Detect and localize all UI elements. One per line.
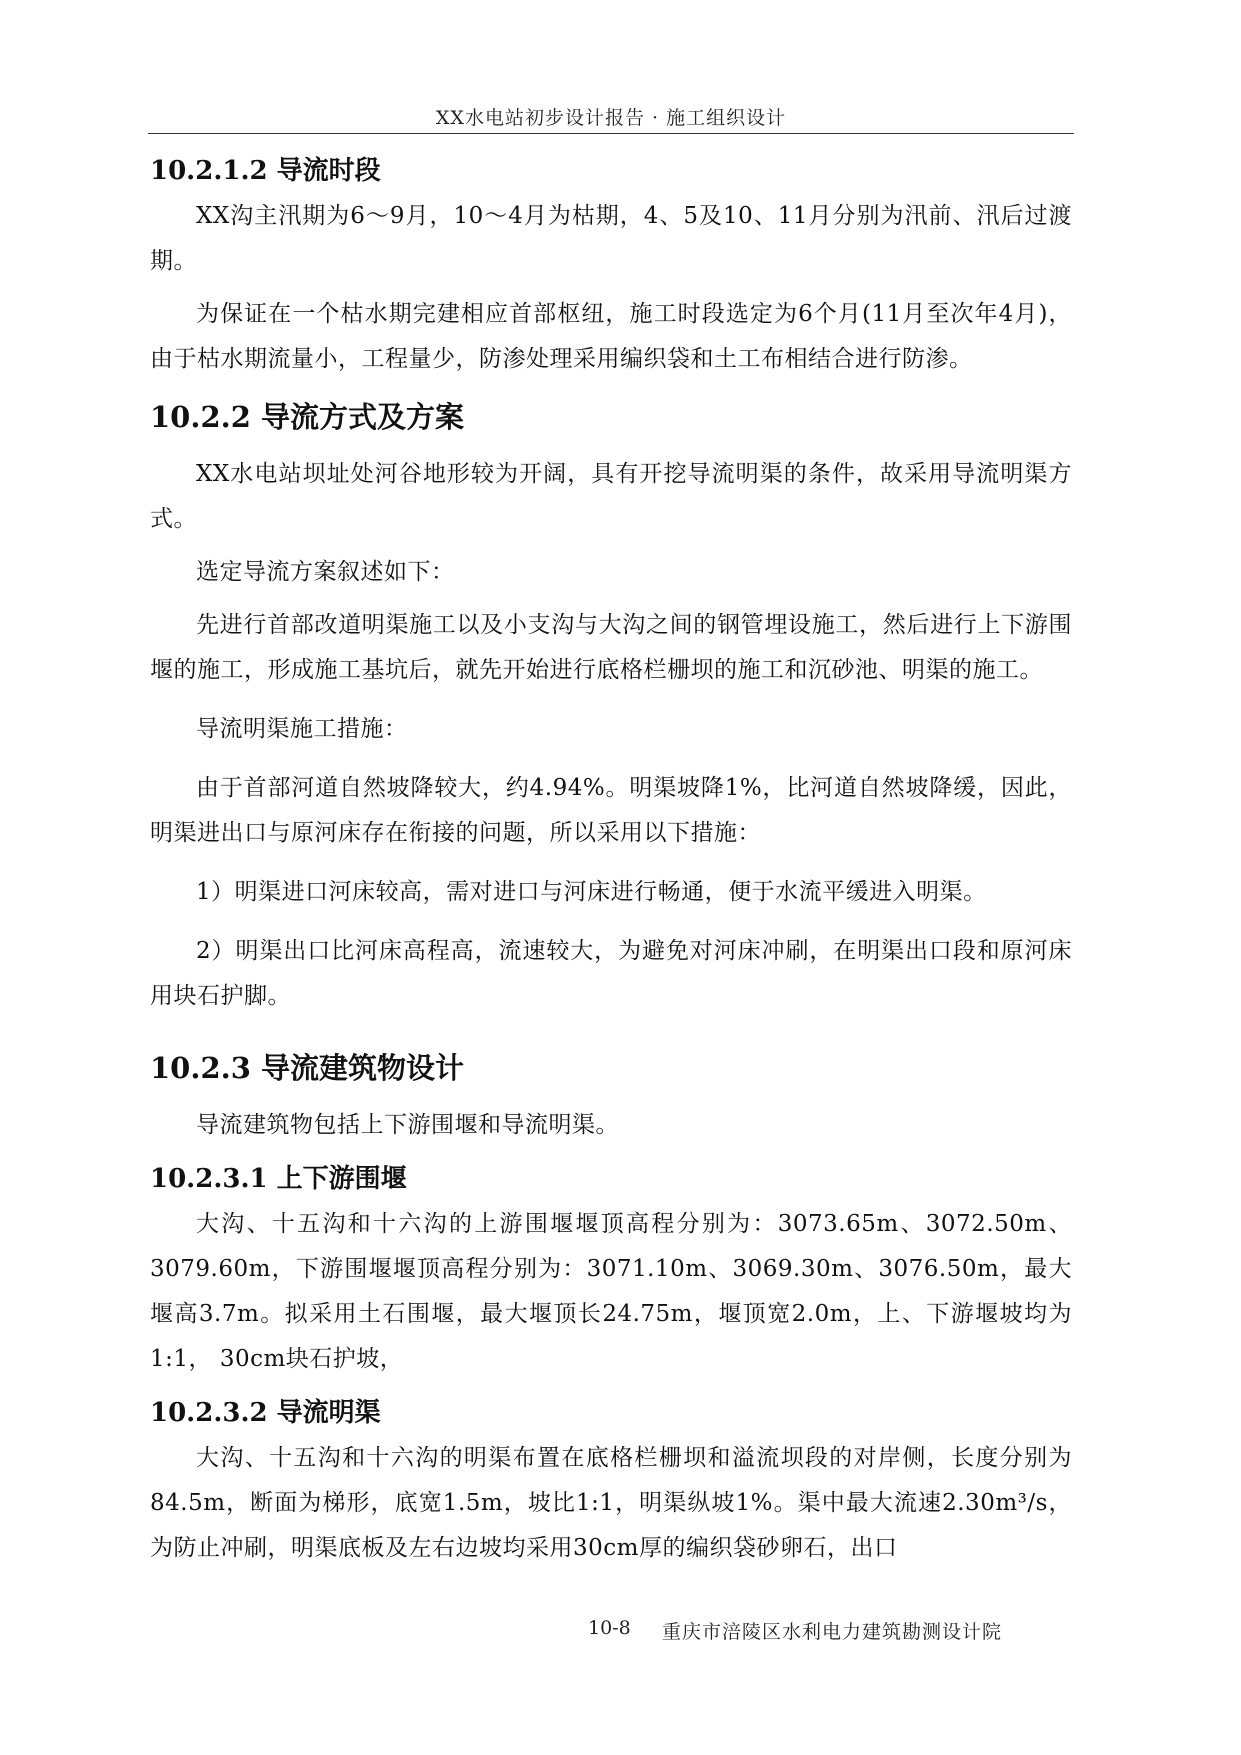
list-item: 1）明渠进口河床较高，需对进口与河床进行畅通，便于水流平缓进入明渠。 [196, 879, 987, 905]
paragraph: XX沟主汛期为6～9月，10～4月为枯期，4、5及10、11月分别为汛前、汛后过渡期。 [150, 203, 1072, 274]
paragraph: 大沟、十五沟和十六沟的明渠布置在底格栏栅坝和溢流坝段的对岸侧，长度分别为84.5m，断面为梯形，底宽1.5m，坡比1:1，明渠纵坡1%。渠中最大流速2.30m³/s，为防止冲刷，明渠底板及左右边坡均采用30cm厚的编织袋砂卵石，出口 [150, 1445, 1072, 1561]
list-item: 2）明渠出口比河床高程高，流速较大，为避免对河床冲刷，在明渠出口段和原河床用块石护脚。 [150, 938, 1072, 1009]
paragraph: 由于首部河道自然坡降较大，约4.94%。明渠坡降1%，比河道自然坡降缓，因此，明渠进出口与原河床存在衔接的问题，所以采用以下措施： [150, 775, 1072, 846]
footer-organization: 重庆市涪陵区水利电力建筑勘测设计院 [662, 1621, 1003, 1643]
paragraph: XX水电站坝址处河谷地形较为开阔，具有开挖导流明渠的条件，故采用导流明渠方式。 [150, 461, 1072, 532]
paragraph: 为保证在一个枯水期完建相应首部枢纽，施工时段选定为6个月(11月至次年4月)，由于枯水期流量小，工程量少，防渗处理采用编织袋和土工布相结合进行防渗。 [150, 301, 1072, 372]
paragraph: 大沟、十五沟和十六沟的上游围堰堰顶高程分别为：3073.65m、3072.50m、3079.60m，下游围堰堰顶高程分别为：3071.10m、3069.30m、3076.50m，最大堰高3.7m。拟采用土石围堰，最大堰顶长24.75m，堰顶宽2.0m，上、下游堰坡均为1:1， 30cm块石护坡， [150, 1211, 1072, 1372]
section-heading-10-2-2: 10.2.2 导流方式及方案 [150, 400, 465, 434]
section-heading-10-2-3-1: 10.2.3.1 上下游围堰 [150, 1164, 407, 1194]
section-heading-10-2-1-2: 10.2.1.2 导流时段 [150, 156, 381, 186]
header-divider [148, 133, 1074, 134]
page-number: 10-8 [588, 1617, 631, 1639]
document-body [150, 148, 1072, 1571]
paragraph: 导流建筑物包括上下游围堰和导流明渠。 [196, 1112, 619, 1138]
section-heading-10-2-3: 10.2.3 导流建筑物设计 [150, 1051, 465, 1085]
paragraph: 先进行首部改道明渠施工以及小支沟与大沟之间的钢管埋设施工，然后进行上下游围堰的施工，形成施工基坑后，就先开始进行底格栏栅坝的施工和沉砂池、明渠的施工。 [150, 612, 1072, 683]
running-header: XX水电站初步设计报告 · 施工组织设计 [435, 107, 787, 129]
paragraph: 选定导流方案叙述如下： [196, 559, 455, 585]
paragraph: 导流明渠施工措施： [196, 716, 408, 742]
section-heading-10-2-3-2: 10.2.3.2 导流明渠 [150, 1398, 381, 1428]
